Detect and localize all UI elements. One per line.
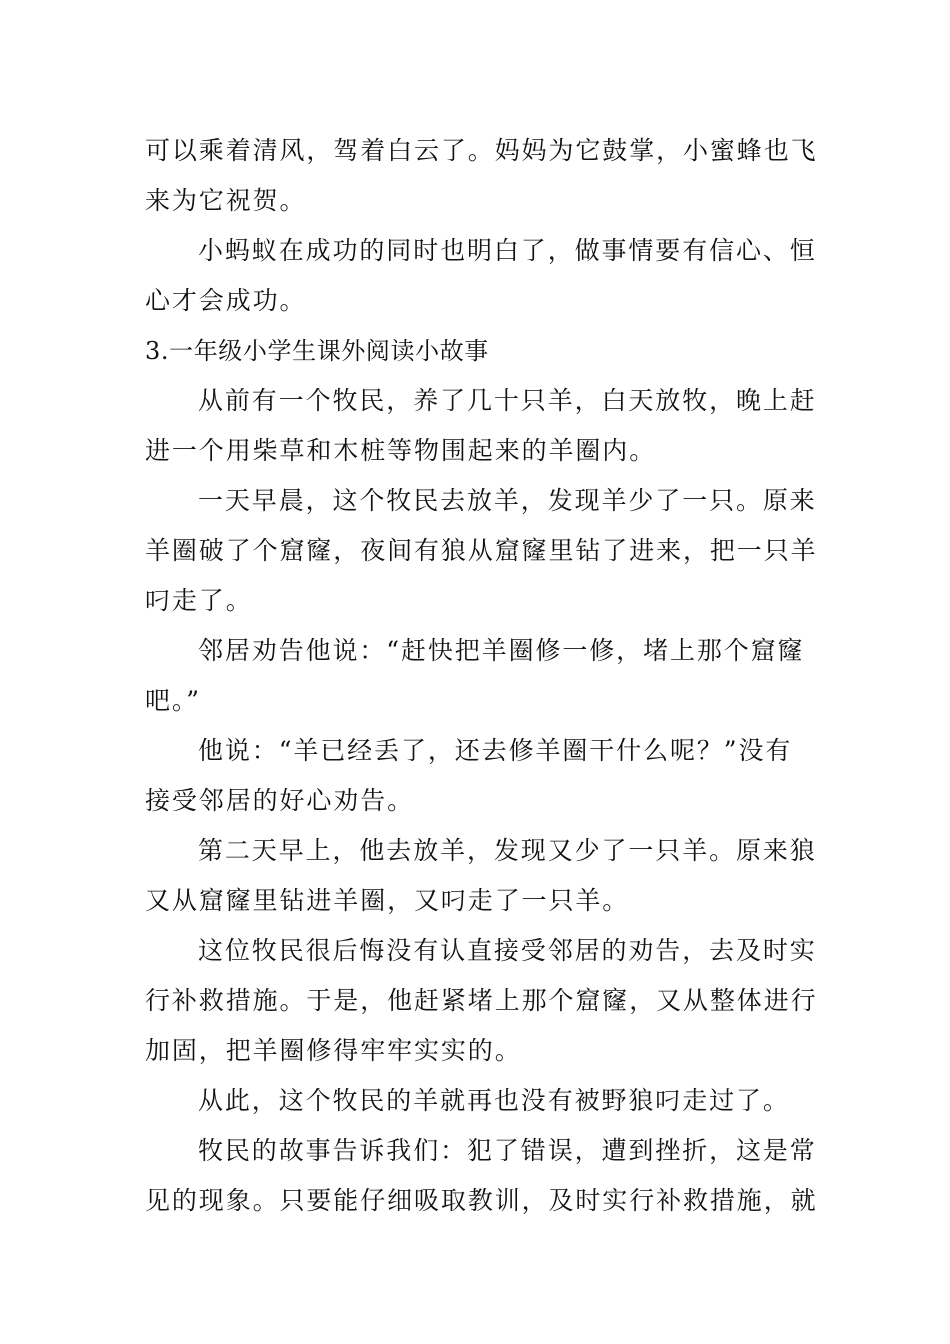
text-line: 心才会成功。 xyxy=(145,286,307,315)
text-line: 吧。” xyxy=(145,686,201,715)
text-line: 他说：“羊已经丢了，还去修羊圈干什么呢？”没有 xyxy=(198,736,793,765)
text-line: 加固，把羊圈修得牢牢实实的。 xyxy=(145,1036,522,1065)
text-line: 从此，这个牧民的羊就再也没有被野狼叼走过了。 xyxy=(198,1086,790,1115)
text-line: 邻居劝告他说：“赶快把羊圈修一修，堵上那个窟窿 xyxy=(198,636,805,665)
text-line: 进一个用柴草和木桩等物围起来的羊圈内。 xyxy=(145,436,657,465)
text-line: 行补救措施。于是，他赶紧堵上那个窟窿，又从整体进行 xyxy=(145,986,818,1015)
text-line: 可以乘着清风，驾着白云了。妈妈为它鼓掌，小蜜蜂也飞 xyxy=(145,136,818,165)
text-line: 牧民的故事告诉我们：犯了错误，遭到挫折，这是常 xyxy=(198,1136,817,1165)
text-line: 叼走了。 xyxy=(145,586,253,615)
text-line: 这位牧民很后悔没有认直接受邻居的劝告，去及时实 xyxy=(198,936,817,965)
text-line: 来为它祝贺。 xyxy=(145,186,307,215)
text-line: 一天早晨，这个牧民去放羊，发现羊少了一只。原来 xyxy=(198,486,817,515)
text-line: 从前有一个牧民，养了几十只羊，白天放牧，晚上赶 xyxy=(198,386,817,415)
text-line: 接受邻居的好心劝告。 xyxy=(145,786,415,815)
text-line: 第二天早上，他去放羊，发现又少了一只羊。原来狼 xyxy=(198,836,817,865)
text-line: 小蚂蚁在成功的同时也明白了，做事情要有信心、恒 xyxy=(198,236,817,265)
text-line: 又从窟窿里钻进羊圈，又叼走了一只羊。 xyxy=(145,886,630,915)
text-line: 羊圈破了个窟窿，夜间有狼从窟窿里钻了进来，把一只羊 xyxy=(145,536,818,565)
section-heading: 3.一年级小学生课外阅读小故事 xyxy=(145,337,489,365)
text-line: 见的现象。只要能仔细吸取教训，及时实行补救措施，就 xyxy=(145,1186,818,1215)
